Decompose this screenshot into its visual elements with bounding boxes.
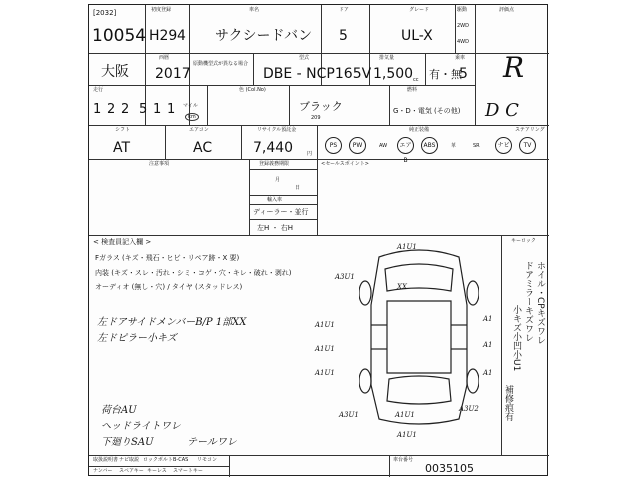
divider bbox=[229, 455, 230, 477]
options-label: 純正装備 bbox=[409, 127, 430, 133]
cc-unit: cc bbox=[413, 77, 419, 83]
inspector-line1: Fガラス (キズ・飛石・ヒビ・リペア跡・X 要) bbox=[95, 254, 240, 262]
auction-sheet bbox=[88, 4, 548, 476]
divider bbox=[89, 235, 549, 236]
equip-sr: SR bbox=[473, 143, 480, 149]
divider bbox=[425, 53, 426, 85]
displacement-label: 排気量 bbox=[379, 55, 395, 61]
grade: UL-X bbox=[401, 28, 433, 44]
inspector-line2: 内装 (キズ・スレ・汚れ・シミ・コゲ・穴・キレ・破れ・剥れ) bbox=[95, 269, 292, 277]
divider bbox=[389, 85, 390, 125]
equip-tv: TV bbox=[519, 137, 536, 154]
equip-pw: PW bbox=[349, 137, 366, 154]
mark-top: A1U1 bbox=[397, 243, 417, 251]
inspector-line3: オーディオ (無し・穴) / タイヤ (スタッドレス) bbox=[95, 283, 243, 291]
divider bbox=[249, 169, 317, 170]
doors-label: ドア bbox=[339, 7, 349, 13]
color-code: 209 bbox=[311, 115, 321, 121]
mark-rear-center: A1U1 bbox=[395, 411, 415, 419]
divider bbox=[207, 85, 208, 125]
equip-airbag: エアB bbox=[397, 137, 414, 154]
hand-note-6: テールワレ bbox=[187, 437, 237, 448]
divider bbox=[317, 159, 318, 235]
mark-right-2: A1 bbox=[483, 341, 493, 349]
side-col-1: ホイル・CPキズワレ bbox=[535, 261, 545, 345]
model-name: サクシードバン bbox=[215, 28, 313, 44]
footer-item: 取扱説明書 bbox=[93, 457, 119, 463]
divider bbox=[501, 235, 502, 455]
equip-aw: AW bbox=[379, 143, 388, 149]
region: 大阪 bbox=[101, 64, 129, 80]
mileage-km-circled: km bbox=[185, 113, 199, 121]
color-label: 色 (Col.No) bbox=[239, 87, 266, 93]
footer-item: B-CAS bbox=[173, 457, 189, 463]
divider bbox=[89, 85, 475, 86]
divider bbox=[249, 195, 317, 196]
hand-note-1: 左ドアサイドメンバーB/P 1部XX bbox=[97, 317, 247, 328]
lot-number: 10054 bbox=[92, 26, 147, 46]
hand-note-3: 荷台AU bbox=[101, 405, 137, 416]
equip-ps: PS bbox=[325, 137, 342, 154]
reg-header: 登録義務期限 bbox=[259, 161, 290, 167]
seats: 5 bbox=[459, 66, 468, 82]
pass-label: 乗車 bbox=[455, 55, 466, 61]
mark-right-3: A1 bbox=[483, 369, 493, 377]
divider bbox=[389, 455, 390, 477]
mileage-label: 走行 bbox=[93, 87, 104, 93]
divider bbox=[249, 159, 250, 235]
mark-left-1: A1U1 bbox=[315, 321, 335, 329]
divider bbox=[317, 125, 318, 159]
reg-day-label: 日 bbox=[295, 185, 301, 191]
color-name: ブラック bbox=[299, 100, 343, 113]
score-label: 評価点 bbox=[499, 7, 515, 13]
notes-header: 注意事項 bbox=[149, 161, 170, 167]
mileage-digit: 1 bbox=[153, 102, 162, 117]
mark-bottom: A1U1 bbox=[397, 431, 417, 439]
aircon-label: エアコン bbox=[189, 127, 209, 133]
year-label: 西暦 bbox=[159, 55, 170, 61]
count-value: 0035105 bbox=[425, 462, 474, 475]
inspector-header: < 検査員記入欄 > bbox=[93, 238, 152, 246]
mark-xx: XX bbox=[397, 283, 407, 291]
fuel-label: 燃料 bbox=[407, 87, 418, 93]
mileage-digit: 2 bbox=[121, 102, 130, 117]
score-letters: D C bbox=[485, 100, 519, 121]
mileage-digit: 2 bbox=[107, 102, 116, 117]
footer-item: リモコン bbox=[197, 457, 218, 463]
drive-4wd: 4WD bbox=[457, 39, 469, 45]
turbo: 有・無 bbox=[429, 68, 462, 81]
side-header: キーロック bbox=[511, 238, 536, 244]
footer-item: ロックボルト bbox=[143, 457, 173, 463]
sales-point-header: <セールスポイント> bbox=[321, 161, 369, 167]
mark-rear-right: A3U2 bbox=[459, 405, 479, 413]
side-col-3: 小キズ小凹小U1 bbox=[511, 305, 521, 372]
mileage-digit: 1 bbox=[93, 102, 102, 117]
reg-steering: 左H ・ 右H bbox=[257, 224, 293, 232]
side-col-2: ドアミラーキズワレ bbox=[523, 261, 533, 342]
shift-label: シフト bbox=[115, 127, 131, 133]
recycle-amount: 7,440 bbox=[253, 140, 294, 156]
equip-abs: ABS bbox=[421, 137, 438, 154]
divider bbox=[289, 85, 290, 125]
mark-top-left: A3U1 bbox=[335, 273, 355, 281]
footer-item: スマートキー bbox=[173, 468, 203, 474]
mark-left-2: A1U1 bbox=[315, 345, 335, 353]
footer-item: ナンバー bbox=[93, 468, 113, 474]
divider bbox=[89, 125, 549, 126]
count-label: 車台番号 bbox=[393, 457, 414, 463]
footer-item: ナビ取説 bbox=[119, 457, 140, 463]
first-reg-label: 初度登録 bbox=[151, 7, 172, 13]
hand-note-2: 左ドピラー小キズ bbox=[97, 333, 177, 344]
hand-note-5: 下廻りSAU bbox=[101, 437, 154, 448]
model-name-label: 車名 bbox=[249, 7, 260, 13]
divider bbox=[253, 53, 254, 85]
divider bbox=[241, 125, 242, 159]
reg-month-label: 月 bbox=[275, 177, 281, 183]
drive-label: 駆動 bbox=[457, 7, 468, 13]
shift: AT bbox=[113, 140, 131, 156]
reg-import-label: 輸入車 bbox=[267, 197, 283, 203]
divider bbox=[89, 466, 229, 467]
divider bbox=[165, 125, 166, 159]
divider bbox=[89, 159, 549, 160]
fuel-options: G・D・電気 (その他) bbox=[393, 107, 461, 115]
month: 4 bbox=[177, 28, 186, 44]
footer-item: スペアキー bbox=[119, 468, 144, 474]
recycle-label: リサイクル預託金 bbox=[257, 127, 297, 133]
mileage-mile: マイル bbox=[183, 103, 198, 109]
model-code: DBE - NCP165V bbox=[263, 66, 372, 82]
car-diagram bbox=[359, 245, 479, 429]
mark-rear-left: A3U1 bbox=[339, 411, 359, 419]
recycle-unit: 円 bbox=[307, 151, 313, 157]
mileage-digit: 5 bbox=[139, 102, 148, 117]
aircon: AC bbox=[193, 140, 213, 156]
mark-left-3: A1U1 bbox=[315, 369, 335, 377]
mark-right-1: A1 bbox=[483, 315, 493, 323]
divider bbox=[89, 53, 549, 54]
divider bbox=[249, 204, 317, 205]
divider bbox=[89, 455, 549, 456]
hand-note-4: ヘッドライトワレ bbox=[101, 421, 181, 432]
era: H29 bbox=[149, 28, 178, 44]
side-col-4: 補修痕有 bbox=[503, 385, 513, 421]
drive-2wd: 2WD bbox=[457, 23, 469, 29]
mileage-digit: 1 bbox=[167, 102, 176, 117]
doors: 5 bbox=[339, 28, 348, 44]
divider bbox=[249, 219, 317, 220]
divider bbox=[455, 5, 456, 53]
footer-item: キーレス bbox=[147, 468, 167, 474]
year: 2017 bbox=[155, 66, 191, 82]
equip-leather: 革 bbox=[451, 143, 457, 149]
equip-navi: ナビ bbox=[495, 137, 512, 154]
model-code-label: 型式 bbox=[299, 55, 310, 61]
lot-bracket: [2032] bbox=[93, 9, 117, 17]
grade-label: グレード bbox=[409, 7, 430, 13]
displacement: 1,500 bbox=[373, 66, 414, 82]
tiny-note: 原動機型式が異なる場合 bbox=[193, 61, 249, 67]
equipment-extra: ステアリング bbox=[515, 127, 545, 133]
reg-dealer: ディーラー・並行 bbox=[253, 208, 309, 216]
divider bbox=[475, 5, 476, 125]
score-handwritten: R bbox=[503, 51, 525, 84]
